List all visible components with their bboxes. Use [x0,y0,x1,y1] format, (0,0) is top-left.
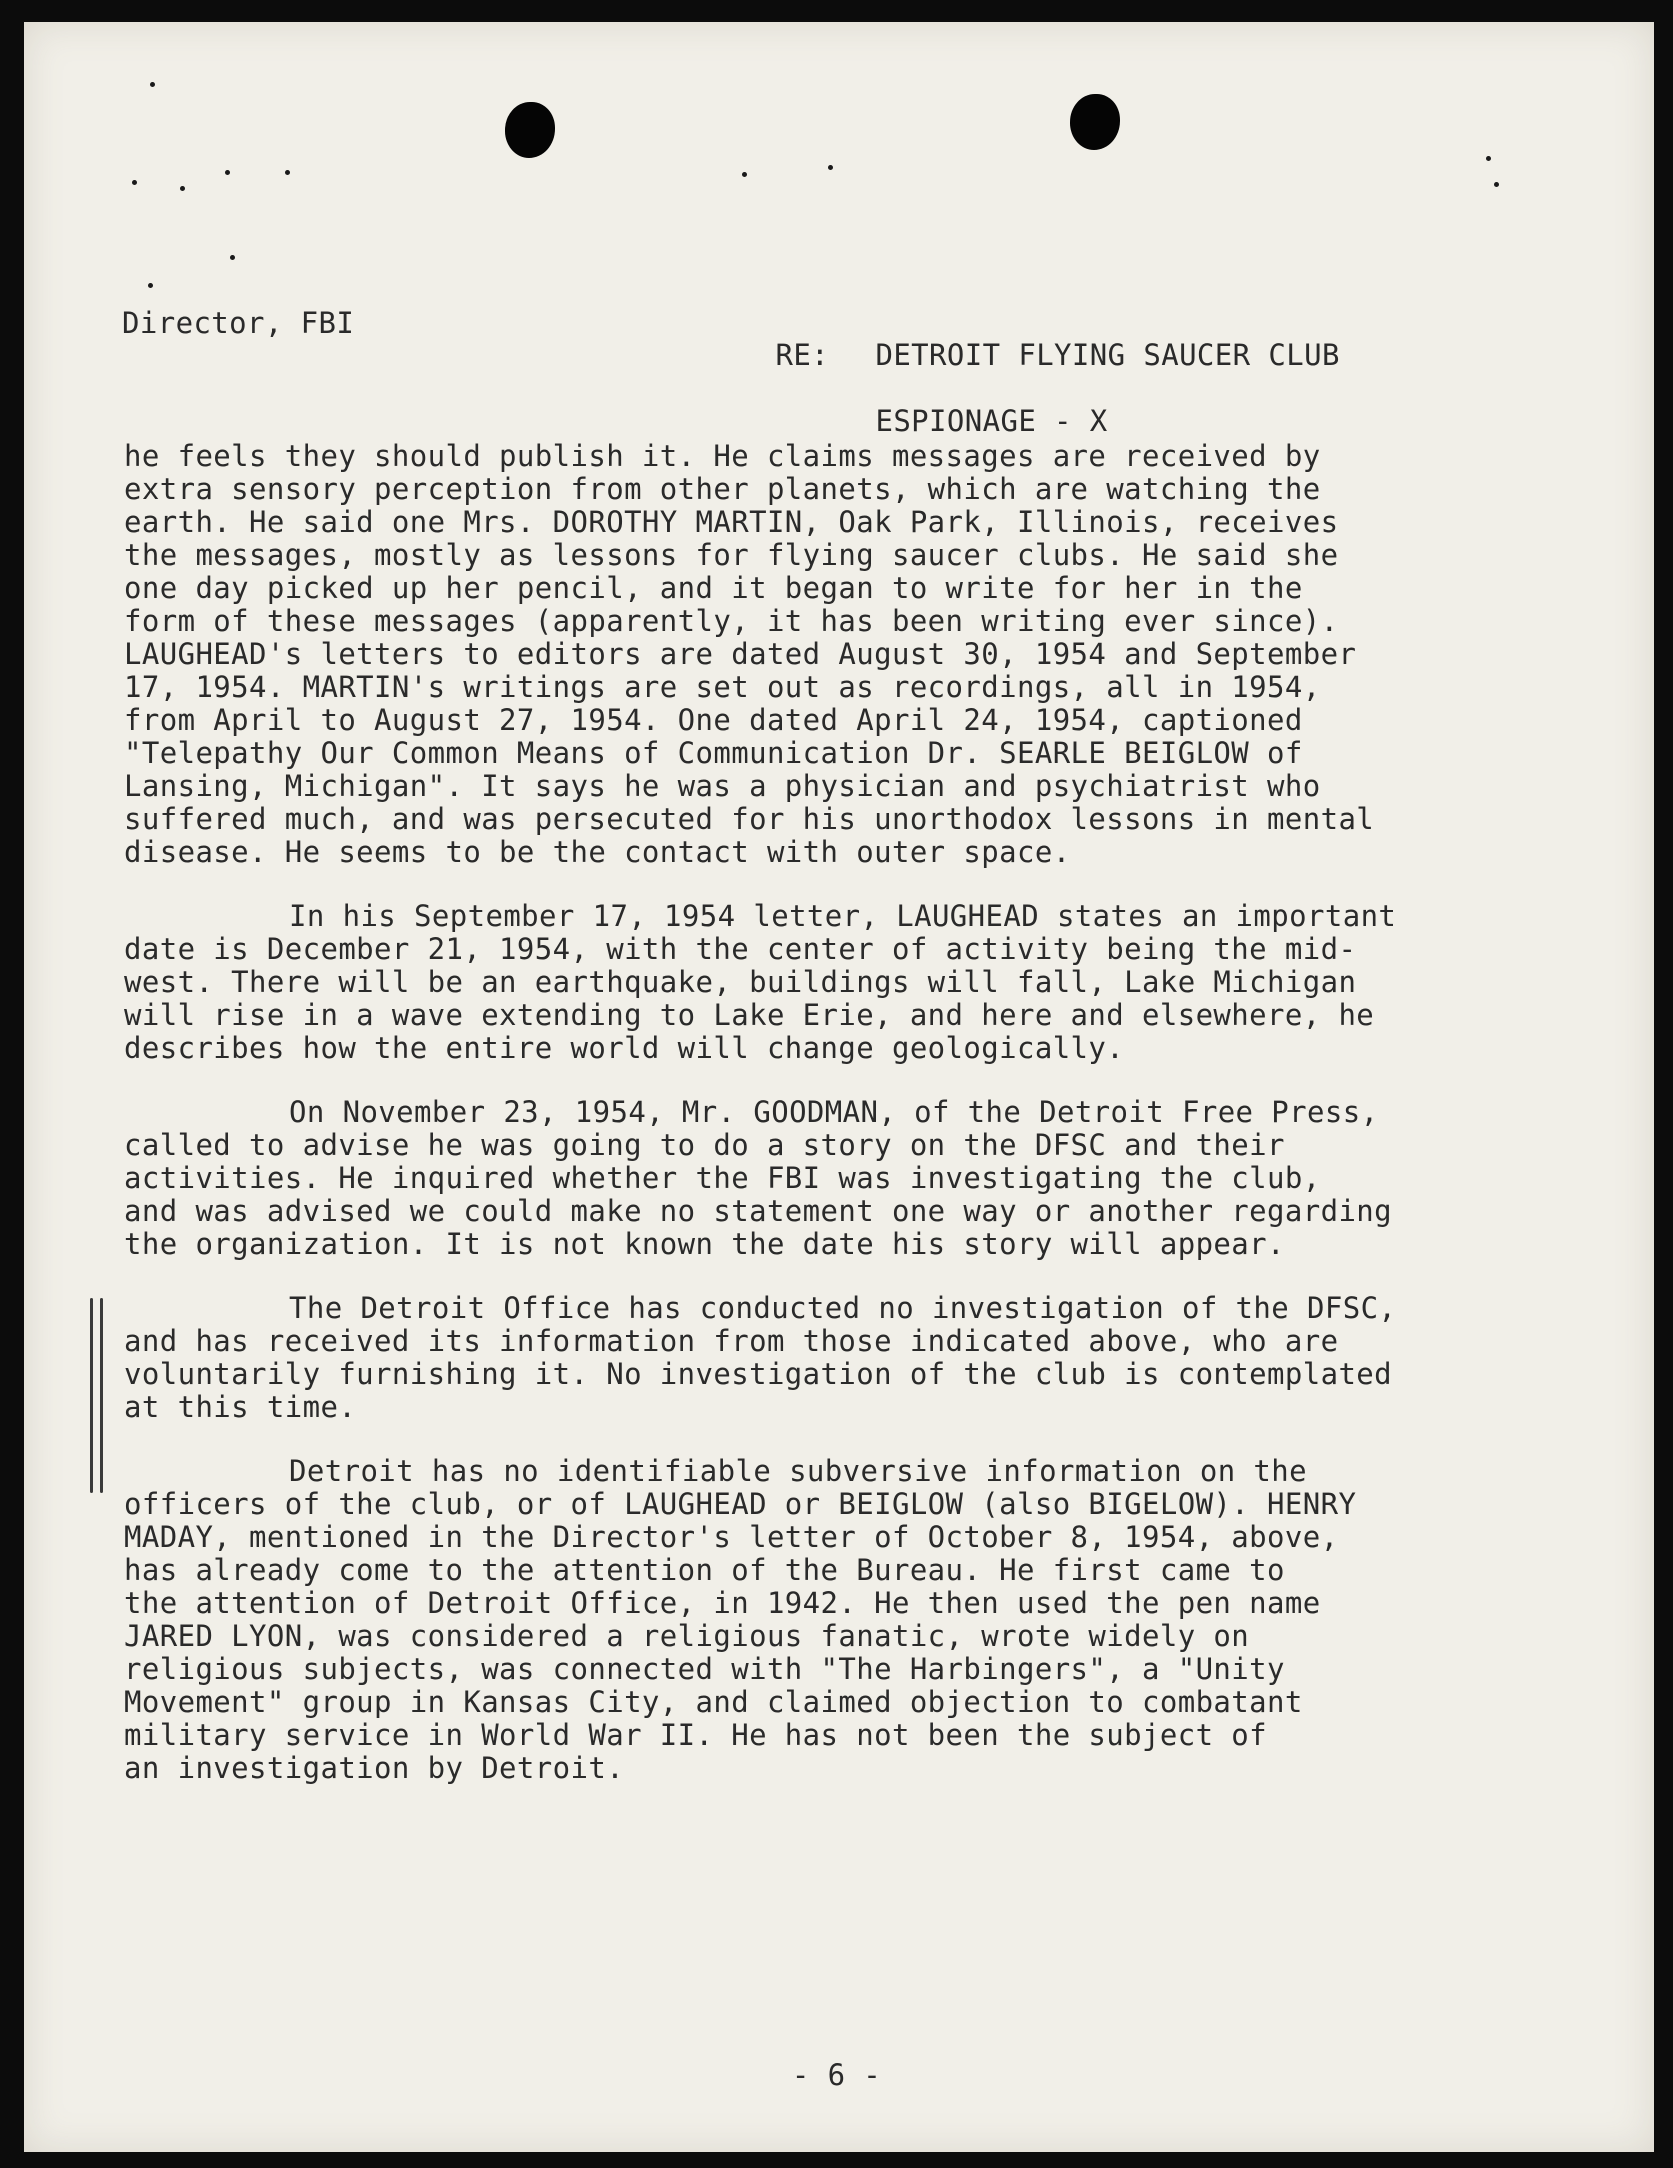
paragraph: he feels they should publish it. He claims messages are received by extra sensory perception from other planets, which are watching the earth. He said one Mrs. DOROTHY MARTIN, Oak Park, Illinois, receives the messages, mostly as lessons for flying saucer clubs. He said she one day picked up her pencil, and it began to write for her in the form of these messages (apparently, it has been writing ever since). LAUGHEAD's letters to editors are dated August 30, 1954 and September 17, 1954. MARTIN's writings are set out as recordings, all in 1954, from April to August 27, 1954. One dated April 24, 1954, captioned "Telepathy Our Common Means of Communication Dr. SEARLE BEIGLOW of Lansing, Michigan". It says he was a physician and psychiatrist who suffered much, and was persecuted for his unorthodox lessons in mental disease. He seems to be the contact with outer space. [124,439,1375,869]
addressee: Director, FBI [122,306,355,340]
ink-speck [742,172,747,177]
margin-marks [86,1298,112,1493]
memo-header [122,306,1562,438]
paragraph-text: The Detroit Office has conducted no investigation of the DFSC, and has received its information from those indicated above, who are voluntarily furnishing it. No investigation of the club is contemplated at this time. [124,1291,1397,1424]
memo-body [124,440,1584,1816]
subject-line-2: ESPIONAGE - X [875,404,1108,438]
ink-speck [150,82,155,87]
paragraph-text: On November 23, 1954, Mr. GOODMAN, of the Detroit Free Press, called to advise he was going to do a story on the DFSC and their activities. He inquired whether the FBI was investigating the club, and was advised we could make no statement one way or another regarding the organization. It is not known the date his story will appear. [124,1095,1393,1261]
re-label: RE: [775,338,830,372]
margin-mark-line [100,1298,103,1493]
subject-line-1: DETROIT FLYING SAUCER CLUB [875,338,1340,372]
ink-speck [225,170,230,175]
ink-speck [148,283,153,288]
paragraph [124,1096,1584,1261]
ink-speck [180,186,185,191]
paragraph-text: Detroit has no identifiable subversive information on the officers of the club, or of LAUGHEAD or BEIGLOW (also BIGELOW). HENRY MADAY, mentioned in the Director's letter of October 8, 1954, above, has already come to the attention of the Bureau. He first came to the attention of Detroit Office, in 1942. He then used the pen name JARED LYON, was considered a religious fanatic, wrote widely on religious subjects, was connected with "The Harbingers", a "Unity Movement" group in Kansas City, and claimed objection to combatant military service in World War II. He has not been the subject of an investigation by Detroit. [124,1454,1357,1785]
ink-speck [828,165,833,170]
ink-speck [285,170,290,175]
paragraph [124,900,1584,1065]
paragraph [124,1292,1584,1424]
ink-speck [230,255,235,260]
paragraph-text: In his September 17, 1954 letter, LAUGHEAD states an important date is December 21, 1954, with the center of activity being the mid- west. There will be an earthquake, buildings will fall, Lake Michigan will rise in a wave extending to Lake Erie, and here and elsewhere, he describes how the entire world will change geologically. [124,899,1397,1065]
ink-speck [132,180,137,185]
ink-speck [1494,182,1499,187]
ink-speck [1486,156,1491,161]
page-number: - 6 - [791,2058,882,2092]
margin-mark-line [90,1298,93,1493]
paragraph [124,1455,1584,1785]
